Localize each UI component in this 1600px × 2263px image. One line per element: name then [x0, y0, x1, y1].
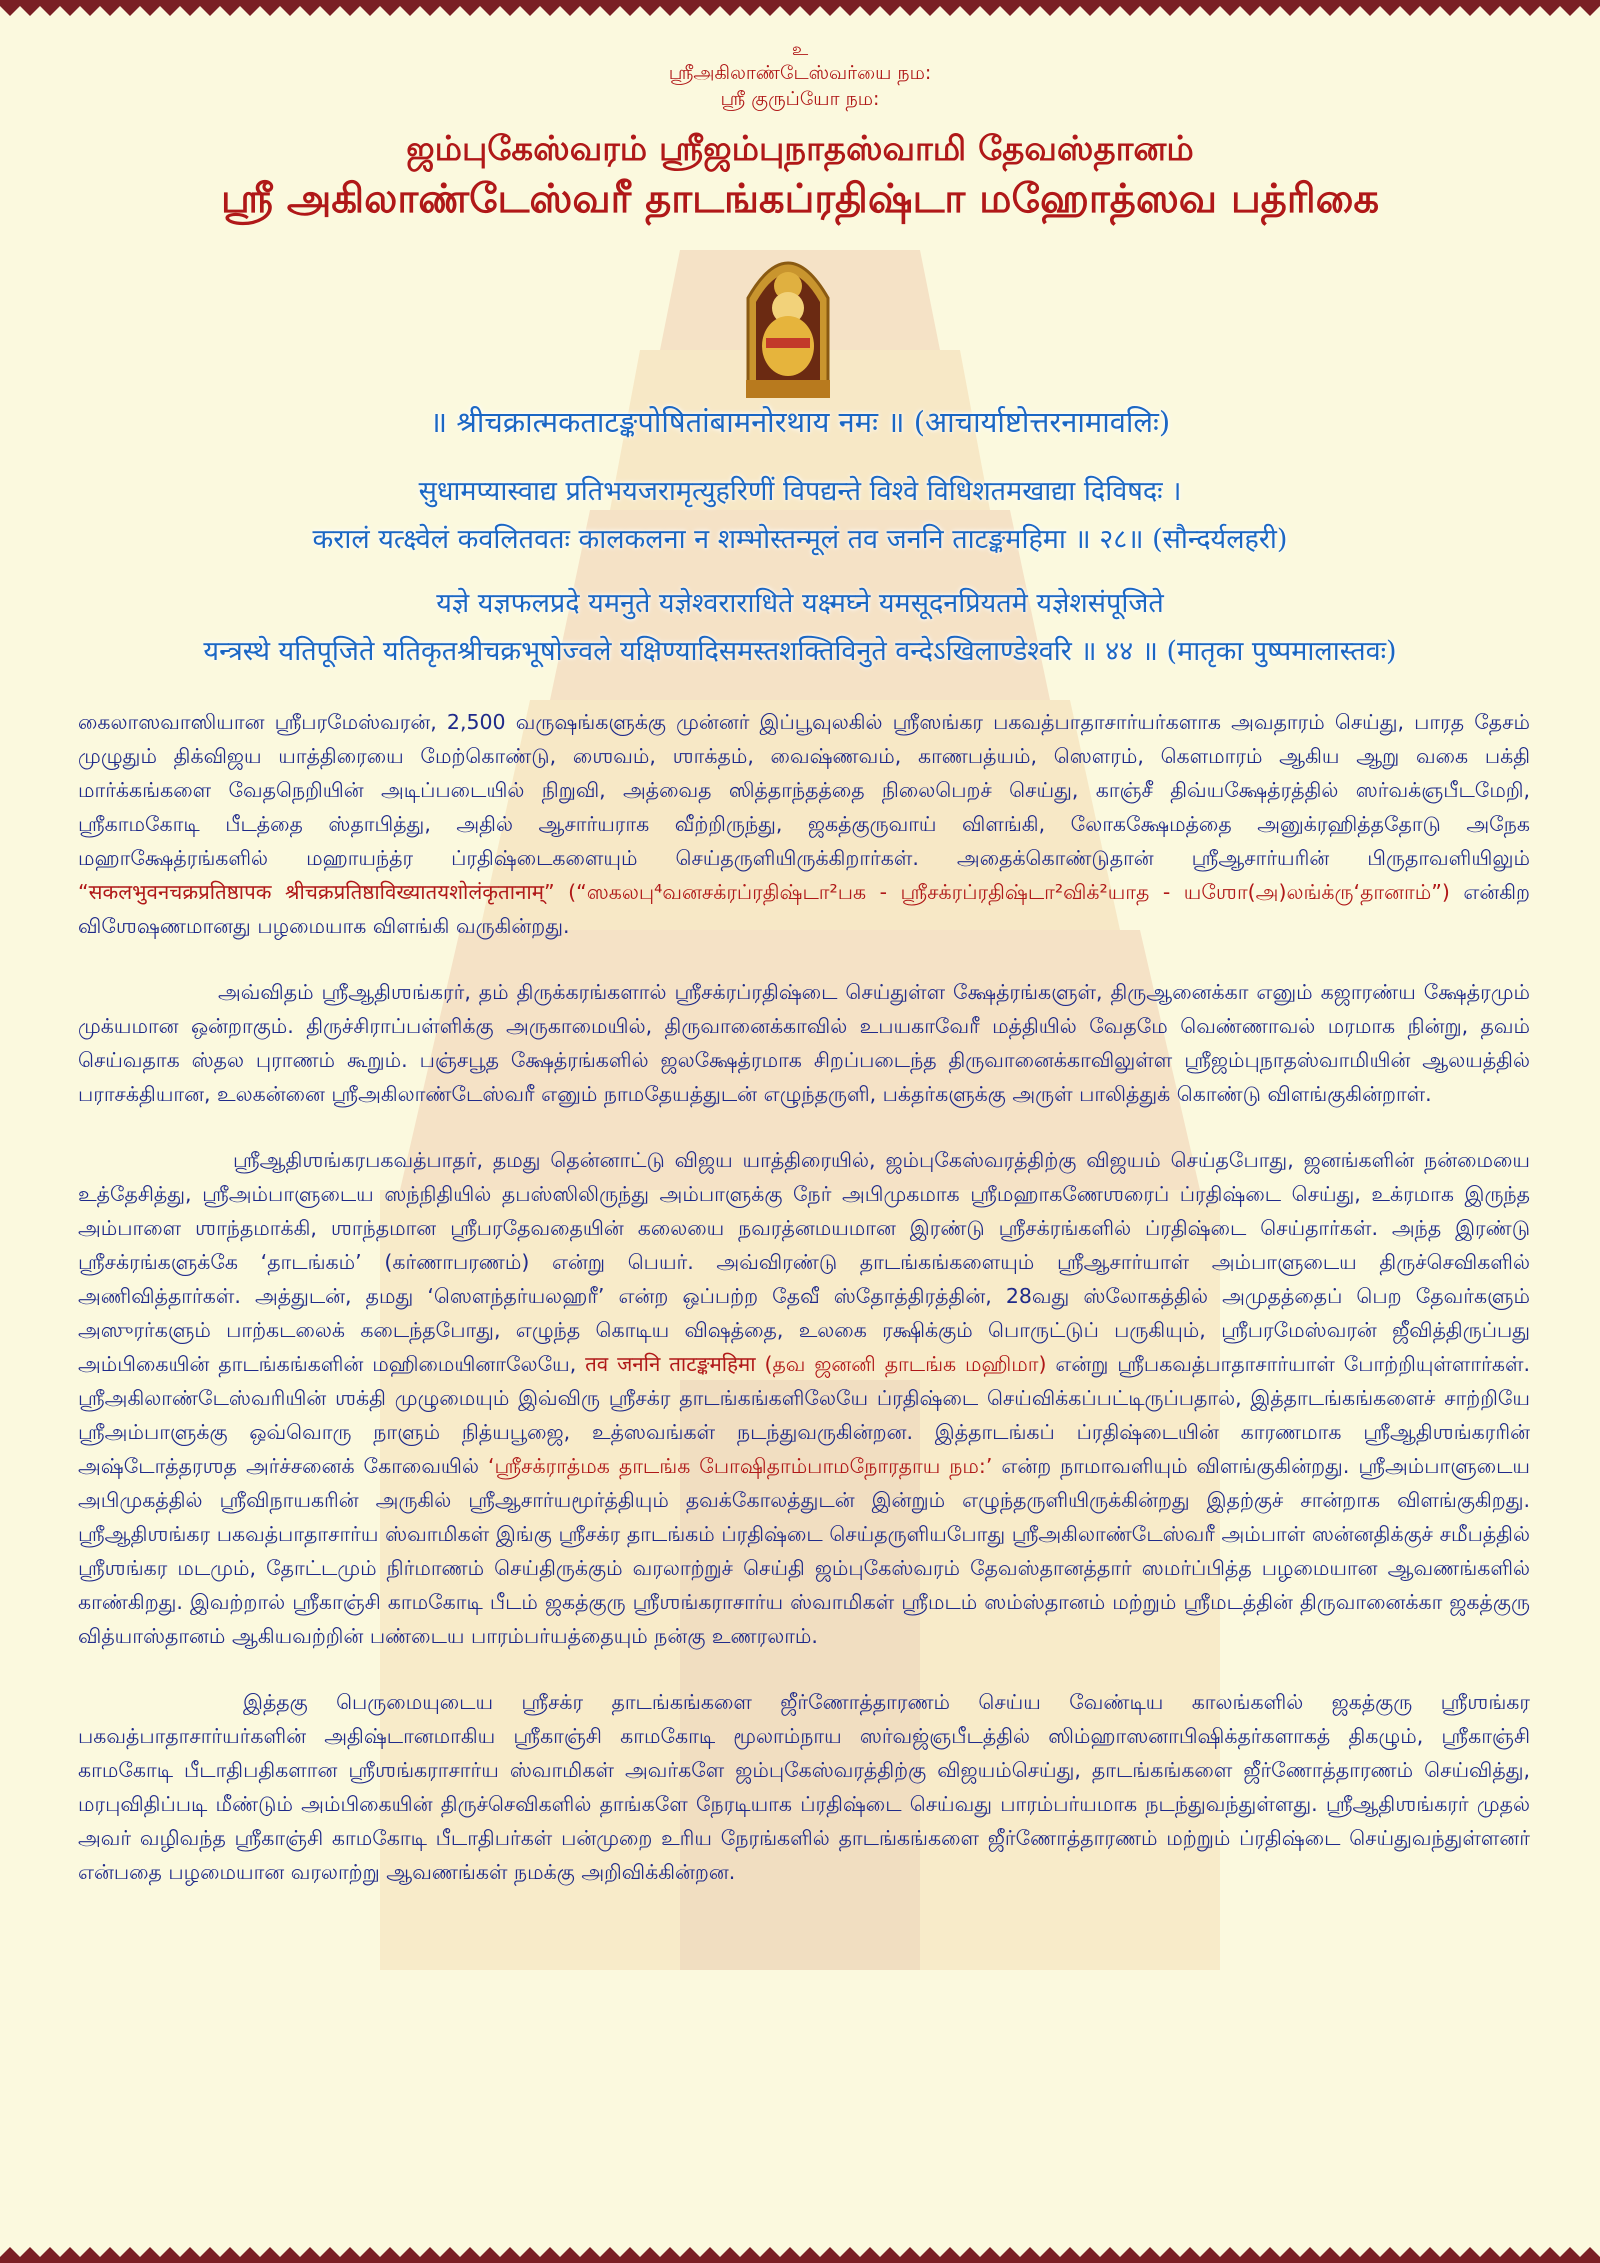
verse-line: यन्त्रस्थे यतिपूजिते यतिकृतश्रीचक्रभूषोज्वले यक्षिण्यादिसमस्तशक्तिविनुते वन्देऽखिलाण्डेश्वरि ॥ ४४ ॥ (मातृका पुष्पमालास्तवः) — [203, 636, 1397, 667]
bottom-zigzag-border — [0, 2241, 1600, 2263]
invocation-line-2: ஸ்ரீ குருப்யோ நம: — [720, 88, 880, 110]
paragraph-4: இத்தகு பெருமையுடைய ஸ்ரீசக்ர தாடங்கங்களை ஜீர்ணோத்தாரணம் செய்ய வேண்டிய காலங்களில் ஜகத்குரு ஸ்ரீஶங்கர பகவத்பாதாசார்யர்களின் அதிஷ்டானமாகிய ஸ்ரீகாஞ்சி காமகோடி மூலாம்நாய ஸர்வஜ்ஞபீடத்தில் ஸிம்ஹாஸனாபிஷிக்தர்களாகத் திகழும், ஸ்ரீகாஞ்சி காமகோடி பீடாதிபதிகளான ஸ்ரீஶங்கராசார்ய ஸ்வாமிகள் அவர்களே ஜம்புகேஸ்வரத்திற்கு விஜயம்செய்து, தாடங்கங்களை ஜீர்ணோத்தாரணம் செய்வித்து, மரபுவிதிப்படி மீண்டும் அம்பிகையின் திருச்செவிகளில் தாங்களே நேரடியாக ப்ரதிஷ்டை செய்வது பாரம்பர்யமாக நடந்துவந்துள்ளது. ஸ்ரீஆதிஶங்கரர் முதல் அவர் வழிவந்த ஸ்ரீகாஞ்சி காமகோடி பீடாதிபர்கள் பன்முறை உரிய நேரங்களில் தாடங்கங்களை ஜீர்ணோத்தாரணம் மற்றும் ப்ரதிஷ்டை செய்துவந்துள்ளனர் என்பதை பழமையான வரலாற்று ஆவணங்கள் நமக்கு அறிவிக்கின்றன. — [78, 1690, 1530, 1884]
verse-line: सुधामप्यास्वाद्य प्रतिभयजरामृत्युहरिणीं विपद्यन्ते विश्वे विधिशतमखाद्या दिविषदः । — [418, 476, 1182, 507]
paragraph-2: அவ்விதம் ஸ்ரீஆதிஶங்கரர், தம் திருக்கரங்களால் ஸ்ரீசக்ரப்ரதிஷ்டை செய்துள்ள க்ஷேத்ரங்களுள், திருஆனைக்கா எனும் கஜாரண்ய க்ஷேத்ரமும் முக்யமான ஒன்றாகும். திருச்சிராப்பள்ளிக்கு அருகாமையில், திருவானைக்காவில் உபயகாவேரீ மத்தியில் வேதமே வெண்ணாவல் மரமாக நின்று, தவம் செய்வதாக ஸ்தல புராணம் கூறும். பஞ்சபூத க்ஷேத்ரங்களில் ஜலக்ஷேத்ரமாக சிறப்படைந்த திருவானைக்காவிலுள்ள ஸ்ரீஜம்புநாதஸ்வாமியின் ஆலயத்தில் பராசக்தியான, உலகன்னை ஸ்ரீஅகிலாண்டேஸ்வரீ எனும் நாமதேயத்துடன் எழுந்தருளி, பக்தர்களுக்கு அருள் பாலித்துக் கொண்டு விளங்குகின்றாள். — [78, 980, 1530, 1106]
namavali-verse: ॥ श्रीचक्रात्मकताटङ्कपोषितांबामनोरथाय नमः ॥ (आचार्याष्टोत्तरनामावलिः) — [429, 405, 1171, 439]
patrika-title: ஸ்ரீ அகிலாண்டேஸ்வரீ தாடங்கப்ரதிஷ்டா மஹோத்ஸவ பத்ரிகை — [220, 176, 1380, 222]
header — [0, 40, 1600, 226]
soundarya-lahari-verse — [0, 468, 1600, 564]
paragraph-text: ஸ்ரீஆதிஶங்கரபகவத்பாதர், தமது தென்னாட்டு விஜய யாத்திரையில், ஜம்புகேஸ்வரத்திற்கு விஜயம் செய்தபோது, ஜனங்களின் நன்மையை உத்தேசித்து, ஸ்ரீஅம்பாளுடைய ஸந்நிதியில் தபஸ்ஸிலிருந்து அம்பாளுக்கு நேர் அபிமுகமாக ஸ்ரீமஹாகணேஶரைப் ப்ரதிஷ்டை செய்து, உக்ரமாக இருந்த அம்பாளை ஶாந்தமாக்கி, ஶாந்தமான ஸ்ரீபரதேவதையின் கலையை நவரத்னமயமான இரண்டு ஸ்ரீசக்ரங்களில் ப்ரதிஷ்டை செய்தார்கள். அந்த இரண்டு ஸ்ரீசக்ரங்களுக்கே ‘தாடங்கம்’ (கர்ணாபரணம்) என்று பெயர். அவ்விரண்டு தாடங்கங்களையும் ஸ்ரீஆசார்யாள் அம்பாளுடைய திருச்செவிகளில் அணிவித்தார்கள். அத்துடன், தமது ‘ஸௌந்தர்யலஹரீ’ என்ற ஒப்பற்ற தேவீ ஸ்தோத்திரத்தின், 28வது ஸ்லோகத்தில் அமுதத்தைப் பெற தேவர்களும் அஸுரர்களும் பாற்கடலைக் கடைந்தபோது, எழுந்த கொடிய விஷத்தை, உலகை ரக்ஷிக்கும் பொருட்டுப் பருகியும், ஸ்ரீபரமேஸ்வரன் ஜீவித்திருப்பது அம்பிகையின் தாடங்கங்களின் மஹிமையினாலேயே, — [78, 1148, 1530, 1376]
matruka-verse — [0, 580, 1600, 676]
paragraph-text: கைலாஸவாஸியான ஸ்ரீபரமேஸ்வரன், 2,500 வருஷங்களுக்கு முன்னர் இப்பூவுலகில் ஸ்ரீஸங்கர பகவத்பாதாசார்யர்களாக அவதாரம் செய்து, பாரத தேசம் முழுதும் திக்விஜய யாத்திரையை மேற்கொண்டு, ஶைவம், ஶாக்தம், வைஷ்ணவம், காணபத்யம், ஸௌரம், கௌமாரம் ஆகிய ஆறு வகை பக்தி மார்க்கங்களை வேதநெறியின் அடிப்படையில் நிறுவி, அத்வைத ஸித்தாந்தத்தை நிலைபெறச் செய்து, காஞ்சீ திவ்யக்ஷேத்ரத்தில் ஸர்வக்ஞபீடமேறி, ஸ்ரீகாமகோடி பீடத்தை ஸ்தாபித்து, அதில் ஆசார்யராக வீற்றிருந்து, ஜகத்குருவாய் விளங்கி, லோகக்ஷேமத்தை அனுக்ரஹித்ததோடு அநேக மஹாக்ஷேத்ரங்களில் மஹாயந்த்ர ப்ரதிஷ்டைகளையும் செய்தருளியிருக்கிறார்கள். அதைக்கொண்டுதான் ஸ்ரீஆசார்யரின் பிருதாவளியிலும் — [78, 710, 1530, 870]
top-zigzag-border — [0, 0, 1600, 22]
epithet-transliteration: (“ஸகலபு⁴வனசக்ரப்ரதிஷ்டா²பக - ஸ்ரீசக்ரப்ரதிஷ்டா²விக்²யாத - யஶோ(அ)லங்க்ரு‘தானாம்”) — [568, 880, 1450, 904]
invocation-line-1: ஸ்ரீஅகிலாண்டேஸ்வர்யை நம: — [668, 62, 932, 84]
verse-line: यज्ञे यज्ञफलप्रदे यमनुते यज्ञेश्वराराधिते यक्ष्मघ्ने यमसूदनप्रियतमे यज्ञेशसंपूजिते — [436, 588, 1164, 619]
soundarya-lahari-quote: तव जननि ताटङ्कमहिमा (தவ ஜனனி தாடங்க மஹிமா) — [585, 1352, 1047, 1376]
verse-line: करालं यत्क्ष्वेलं कवलितवतः कालकलना न शम्भोस्तन्मूलं तव जननि ताटङ्कमहिमा ॥ २८॥ (सौन्दर्यलहरी) — [312, 524, 1288, 555]
paragraph-text: என்ற நாமாவளியும் விளங்குகின்றது. ஸ்ரீஅம்பாளுடைய அபிமுகத்தில் ஸ்ரீவிநாயகரின் அருகில் ஸ்ரீஆசார்யமூர்த்தியும் தவக்கோலத்துடன் இன்றும் எழுந்தருளியிருக்கின்றது இதற்குச் சான்றாக விளங்குகிறது. ஸ்ரீஆதிஶங்கர பகவத்பாதாசார்ய ஸ்வாமிகள் இங்கு ஸ்ரீசக்ர தாடங்கம் ப்ரதிஷ்டை செய்தருளியபோது ஸ்ரீஅகிலாண்டேஸ்வரீ அம்பாள் ஸன்னதிக்குச் சமீபத்தில் ஸ்ரீஶங்கர மடமும், தோட்டமும் நிர்மாணம் செய்திருக்கும் வரலாற்றுச் செய்தி ஜம்புகேஸ்வரம் தேவஸ்தானத்தார் ஸமர்ப்பித்த பழமையான ஆவணங்களில் காண்கிறது. இவற்றால் ஸ்ரீகாஞ்சி காமகோடி பீடம் ஜகத்குரு ஸ்ரீஶங்கராசார்ய ஸ்வாமிகள் ஸ்ரீமடம் ஸம்ஸ்தானம் மற்றும் ஸ்ரீமடத்தின் திருவானைக்கா ஜகத்குரு வித்யாஸ்தானம் ஆகியவற்றின் பண்டைய பாரம்பர்யத்தையும் நன்கு உணரலாம். — [78, 1454, 1530, 1648]
sanskrit-epithet: “सकलभुवनचक्रप्रतिष्ठापक श्रीचक्रप्रतिष्ठाविख्यातयशोलंकृतानाम्” — [78, 880, 555, 904]
invocation-mark: உ — [791, 39, 809, 60]
deity-image — [742, 238, 834, 400]
paragraph-text: என்கிற விஶேஷணமானது பழமையாக விளங்கி வருகின்றது. — [78, 880, 1530, 938]
namavali-quote: ‘ஸ்ரீசக்ராத்மக தாடங்க போஷிதாம்பாமநோரதாய நம:’ — [487, 1454, 993, 1478]
paragraph-3 — [78, 1143, 1530, 1653]
paragraph-1 — [78, 705, 1530, 943]
paragraph-text: என்று ஸ்ரீபகவத்பாதாசார்யாள் போற்றியுள்ளார்கள். ஸ்ரீஅகிலாண்டேஸ்வரியின் ஶக்தி முழுமையும் இவ்விரு ஸ்ரீசக்ர தாடங்கங்களிலேயே ப்ரதிஷ்டை செய்விக்கப்பட்டிருப்பதால், இத்தாடங்கங்களைச் சாற்றியே ஸ்ரீஅம்பாளுக்கு ஒவ்வொரு நாளும் நித்யபூஜை, உத்ஸவங்கள் நடந்துவருகின்றன. இத்தாடங்கப் ப்ரதிஷ்டையின் காரணமாக ஸ்ரீஆதிஶங்கரரின் அஷ்டோத்தரஶத அர்ச்சனைக் கோவையில் — [78, 1352, 1530, 1478]
devasthanam-title: ஜம்புகேஸ்வரம் ஸ்ரீஜம்புநாதஸ்வாமி தேவஸ்தானம் — [406, 129, 1194, 169]
body-text — [78, 705, 1530, 1921]
